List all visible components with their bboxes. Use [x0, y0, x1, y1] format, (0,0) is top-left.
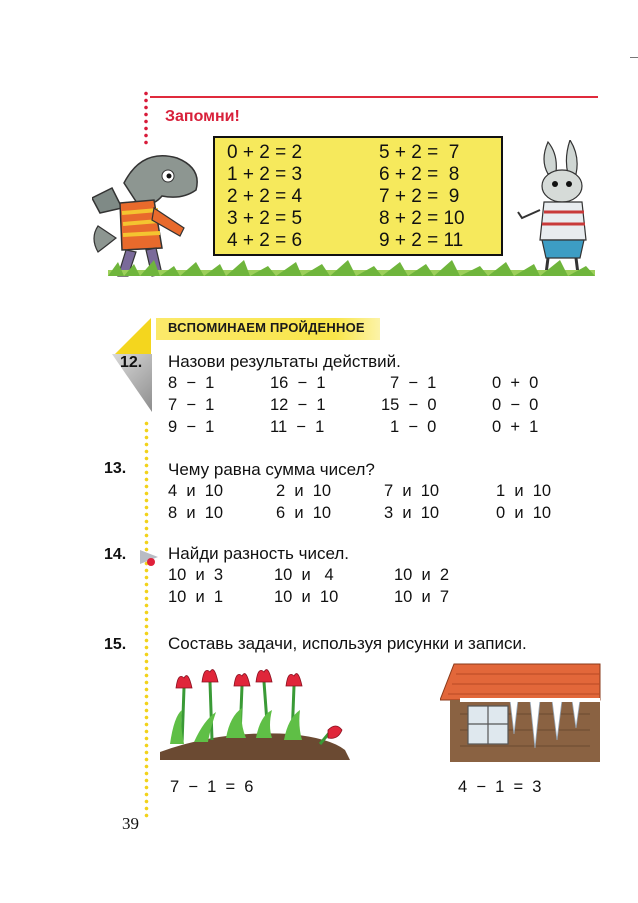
remember-eq: 0 + 2 = 2: [227, 142, 303, 163]
task-text: Чему равна сумма чисел?: [168, 460, 375, 479]
header-rule: [150, 96, 598, 98]
task-cell: 10 и 1: [168, 588, 224, 606]
task-cell: 0 − 0: [492, 396, 539, 414]
yellow-dot-marker: [144, 420, 149, 820]
corner-mark: [630, 57, 638, 58]
task-cell: 8 и 10: [168, 504, 224, 522]
task-cell: 7 − 1: [168, 396, 215, 414]
remember-eq: 5 + 2 = 7: [379, 142, 460, 163]
task-cell: 1 − 0: [390, 418, 437, 436]
task-cell: 10 и 7: [394, 588, 450, 606]
remember-eq: 8 + 2 = 10: [379, 208, 465, 229]
task-text: Найди разность чисел.: [168, 544, 349, 563]
grass-strip: [108, 256, 595, 286]
remember-eq: 2 + 2 = 4: [227, 186, 303, 207]
task-cell: 4 и 10: [168, 482, 224, 500]
task-cell: 9 − 1: [168, 418, 215, 436]
remember-eq: 6 + 2 = 8: [379, 164, 460, 185]
remember-title: Запомни!: [165, 108, 240, 125]
remember-eq: 4 + 2 = 6: [227, 230, 303, 251]
house-icicles-illustration: [440, 658, 602, 766]
remember-table: [213, 136, 503, 256]
remember-eq: 1 + 2 = 3: [227, 164, 303, 185]
task-equation-right: 4 − 1 = 3: [458, 778, 542, 796]
task-cell: 7 и 10: [384, 482, 440, 500]
task-number: 12.: [120, 354, 143, 371]
page-number: 39: [122, 814, 139, 833]
task-cell: 6 и 10: [276, 504, 332, 522]
task-text: Назови результаты действий.: [168, 352, 401, 371]
task-cell: 15 − 0: [381, 396, 437, 414]
task-cell: 8 − 1: [168, 374, 215, 392]
task-cell: 16 − 1: [270, 374, 326, 392]
remember-eq: 7 + 2 = 9: [379, 186, 460, 207]
remember-eq: 3 + 2 = 5: [227, 208, 303, 229]
task-cell: 0 + 0: [492, 374, 539, 392]
section-title: ВСПОМИНАЕМ ПРОЙДЕННОЕ: [168, 320, 365, 335]
task-cell: 12 − 1: [270, 396, 326, 414]
task-cell: 11 − 1: [270, 418, 325, 436]
task-cell: 10 и 10: [274, 588, 339, 606]
task-cell: 1 и 10: [496, 482, 552, 500]
task-equation-left: 7 − 1 = 6: [170, 778, 254, 796]
task-cell: 0 и 10: [496, 504, 552, 522]
tulips-illustration: [160, 660, 360, 765]
task-number: 15.: [104, 636, 127, 653]
pointer-arrow-icon: [138, 548, 162, 568]
task-cell: 2 и 10: [276, 482, 332, 500]
task-cell: 10 и 2: [394, 566, 450, 584]
section-corner-triangle: [115, 318, 151, 354]
remember-eq: 9 + 2 = 11: [379, 230, 464, 251]
task-number: 13.: [104, 460, 127, 477]
task-text: Составь задачи, используя рисунки и записи.: [168, 634, 527, 653]
task-cell: 10 и 4: [274, 566, 334, 584]
task-cell: 0 + 1: [492, 418, 539, 436]
task-cell: 7 − 1: [390, 374, 437, 392]
task-number: 14.: [104, 546, 127, 563]
task-cell: 10 и 3: [168, 566, 224, 584]
task-cell: 3 и 10: [384, 504, 440, 522]
